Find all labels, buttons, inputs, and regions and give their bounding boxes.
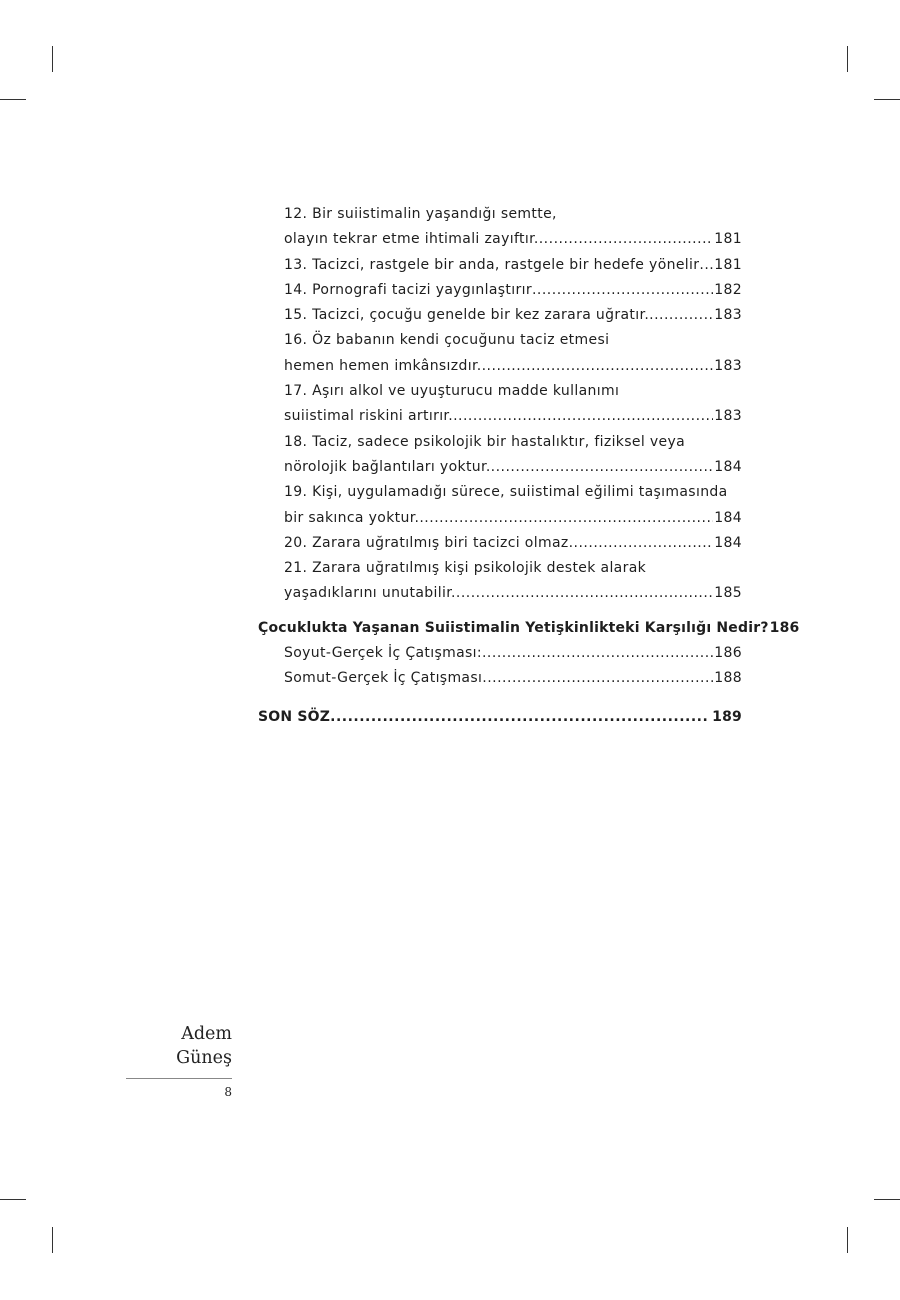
toc-entry-12[interactable] bbox=[258, 202, 742, 253]
toc-entry-15[interactable] bbox=[258, 303, 742, 328]
toc-entry-21-line2: yaşadıklarını unutabilir. bbox=[284, 585, 456, 602]
toc-son-soz-title: SON SÖZ bbox=[258, 709, 331, 726]
dot-leader bbox=[330, 705, 707, 730]
toc-entry-18-line2: nörolojik bağlantıları yoktur. bbox=[284, 458, 491, 475]
running-footer-author bbox=[176, 1022, 232, 1070]
toc-entry-15-title: 15. Tacizci, çocuğu genelde bir kez zarara uğratır. bbox=[284, 307, 650, 324]
crop-mark-bottom-right bbox=[847, 1227, 848, 1253]
author-last-name: Güneş bbox=[176, 1048, 232, 1068]
toc-entry-19-page: 184 bbox=[714, 509, 742, 526]
toc-entry-17-page: 183 bbox=[714, 408, 742, 425]
dot-leader bbox=[539, 227, 714, 252]
toc-entry-19[interactable] bbox=[258, 480, 742, 531]
toc-entry-16[interactable] bbox=[258, 328, 742, 379]
toc-entry-16-line1: 16. Öz babanın kendi çocuğunu taciz etmesi bbox=[284, 332, 610, 349]
toc-entry-18-line1: 18. Taciz, sadece psikolojik bir hastalıktır, fiziksel veya bbox=[284, 433, 686, 450]
dot-leader bbox=[482, 641, 713, 666]
toc-entry-14-title: 14. Pornografi tacizi yaygınlaştırır bbox=[284, 281, 532, 298]
dot-leader bbox=[482, 666, 713, 691]
toc-entry-19-line1: 19. Kişi, uygulamadığı sürece, suiistimal eğilimi taşımasında bbox=[284, 484, 728, 501]
crop-mark-top-right bbox=[847, 46, 848, 72]
toc-entry-13-title: 13. Tacizci, rastgele bir anda, rastgele bir hedefe yönelir bbox=[284, 256, 700, 273]
dot-leader bbox=[649, 303, 713, 328]
footer-rule bbox=[126, 1078, 232, 1079]
toc-section-cocuklukta[interactable] bbox=[258, 616, 800, 641]
toc-entry-soyut-page: 186 bbox=[714, 644, 742, 661]
toc-section-title: Çocuklukta Yaşanan Suiistimalin Yetişkinlikteki Karşılığı Nedir? bbox=[258, 619, 769, 636]
toc-entry-15-page: 183 bbox=[714, 307, 742, 324]
toc-entry-somut-page: 188 bbox=[714, 670, 742, 687]
dot-leader bbox=[491, 455, 714, 480]
dot-leader bbox=[482, 354, 714, 379]
crop-mark-bottom-left bbox=[0, 1199, 26, 1200]
toc-entry-21-line1: 21. Zarara uğratılmış kişi psikolojik destek alarak bbox=[284, 560, 647, 577]
toc-entry-soyut-title: Soyut-Gerçek İç Çatışması: bbox=[284, 644, 482, 661]
toc-entry-17-line1: 17. Aşırı alkol ve uyuşturucu madde kullanımı bbox=[284, 383, 620, 400]
dot-leader bbox=[456, 581, 713, 606]
author-first-name: Adem bbox=[181, 1024, 232, 1044]
toc-entry-18-page: 184 bbox=[714, 458, 742, 475]
toc-entry-16-line2: hemen hemen imkânsızdır. bbox=[284, 357, 482, 374]
toc-entry-12-line2: olayın tekrar etme ihtimali zayıftır. bbox=[284, 231, 539, 248]
toc-entry-13-page: 181 bbox=[714, 256, 742, 273]
dot-leader bbox=[453, 404, 713, 429]
dot-leader bbox=[532, 278, 713, 303]
toc-entry-17-line2: suiistimal riskini artırır. bbox=[284, 408, 454, 425]
dot-leader bbox=[569, 531, 714, 556]
toc-entry-17[interactable] bbox=[258, 379, 742, 430]
toc-entry-12-page: 181 bbox=[714, 231, 742, 248]
toc-entry-soyut-gercek[interactable] bbox=[258, 641, 742, 666]
toc-entry-14-page: 182 bbox=[714, 281, 742, 298]
toc-entry-19-line2: bir sakınca yoktur. bbox=[284, 509, 420, 526]
toc-section-page: 186 bbox=[769, 619, 800, 636]
toc-entry-21[interactable] bbox=[258, 556, 742, 607]
dot-leader bbox=[699, 253, 713, 278]
toc-entry-somut-title: Somut-Gerçek İç Çatışması bbox=[284, 670, 483, 687]
page-number: 8 bbox=[224, 1085, 232, 1099]
toc-son-soz-page: 189 bbox=[712, 709, 742, 726]
crop-mark-bottom-left bbox=[52, 1227, 53, 1253]
toc-section-son-soz[interactable] bbox=[258, 705, 742, 730]
table-of-contents bbox=[258, 202, 800, 730]
toc-entry-somut-gercek[interactable] bbox=[258, 666, 742, 691]
toc-entry-20-title: 20. Zarara uğratılmış biri tacizci olmaz bbox=[284, 534, 569, 551]
toc-entry-16-page: 183 bbox=[714, 357, 742, 374]
crop-mark-top-left bbox=[0, 99, 26, 100]
crop-mark-top-left bbox=[52, 46, 53, 72]
crop-mark-bottom-right bbox=[874, 1199, 900, 1200]
dot-leader bbox=[419, 506, 713, 531]
crop-mark-top-right bbox=[874, 99, 900, 100]
toc-entry-20[interactable] bbox=[258, 531, 742, 556]
toc-entry-14[interactable] bbox=[258, 278, 742, 303]
toc-entry-18[interactable] bbox=[258, 430, 742, 481]
toc-entry-20-page: 184 bbox=[714, 534, 742, 551]
toc-entry-12-line1: 12. Bir suiistimalin yaşandığı semtte, bbox=[284, 206, 557, 222]
toc-entry-13[interactable] bbox=[258, 253, 742, 278]
toc-entry-21-page: 185 bbox=[714, 585, 742, 602]
